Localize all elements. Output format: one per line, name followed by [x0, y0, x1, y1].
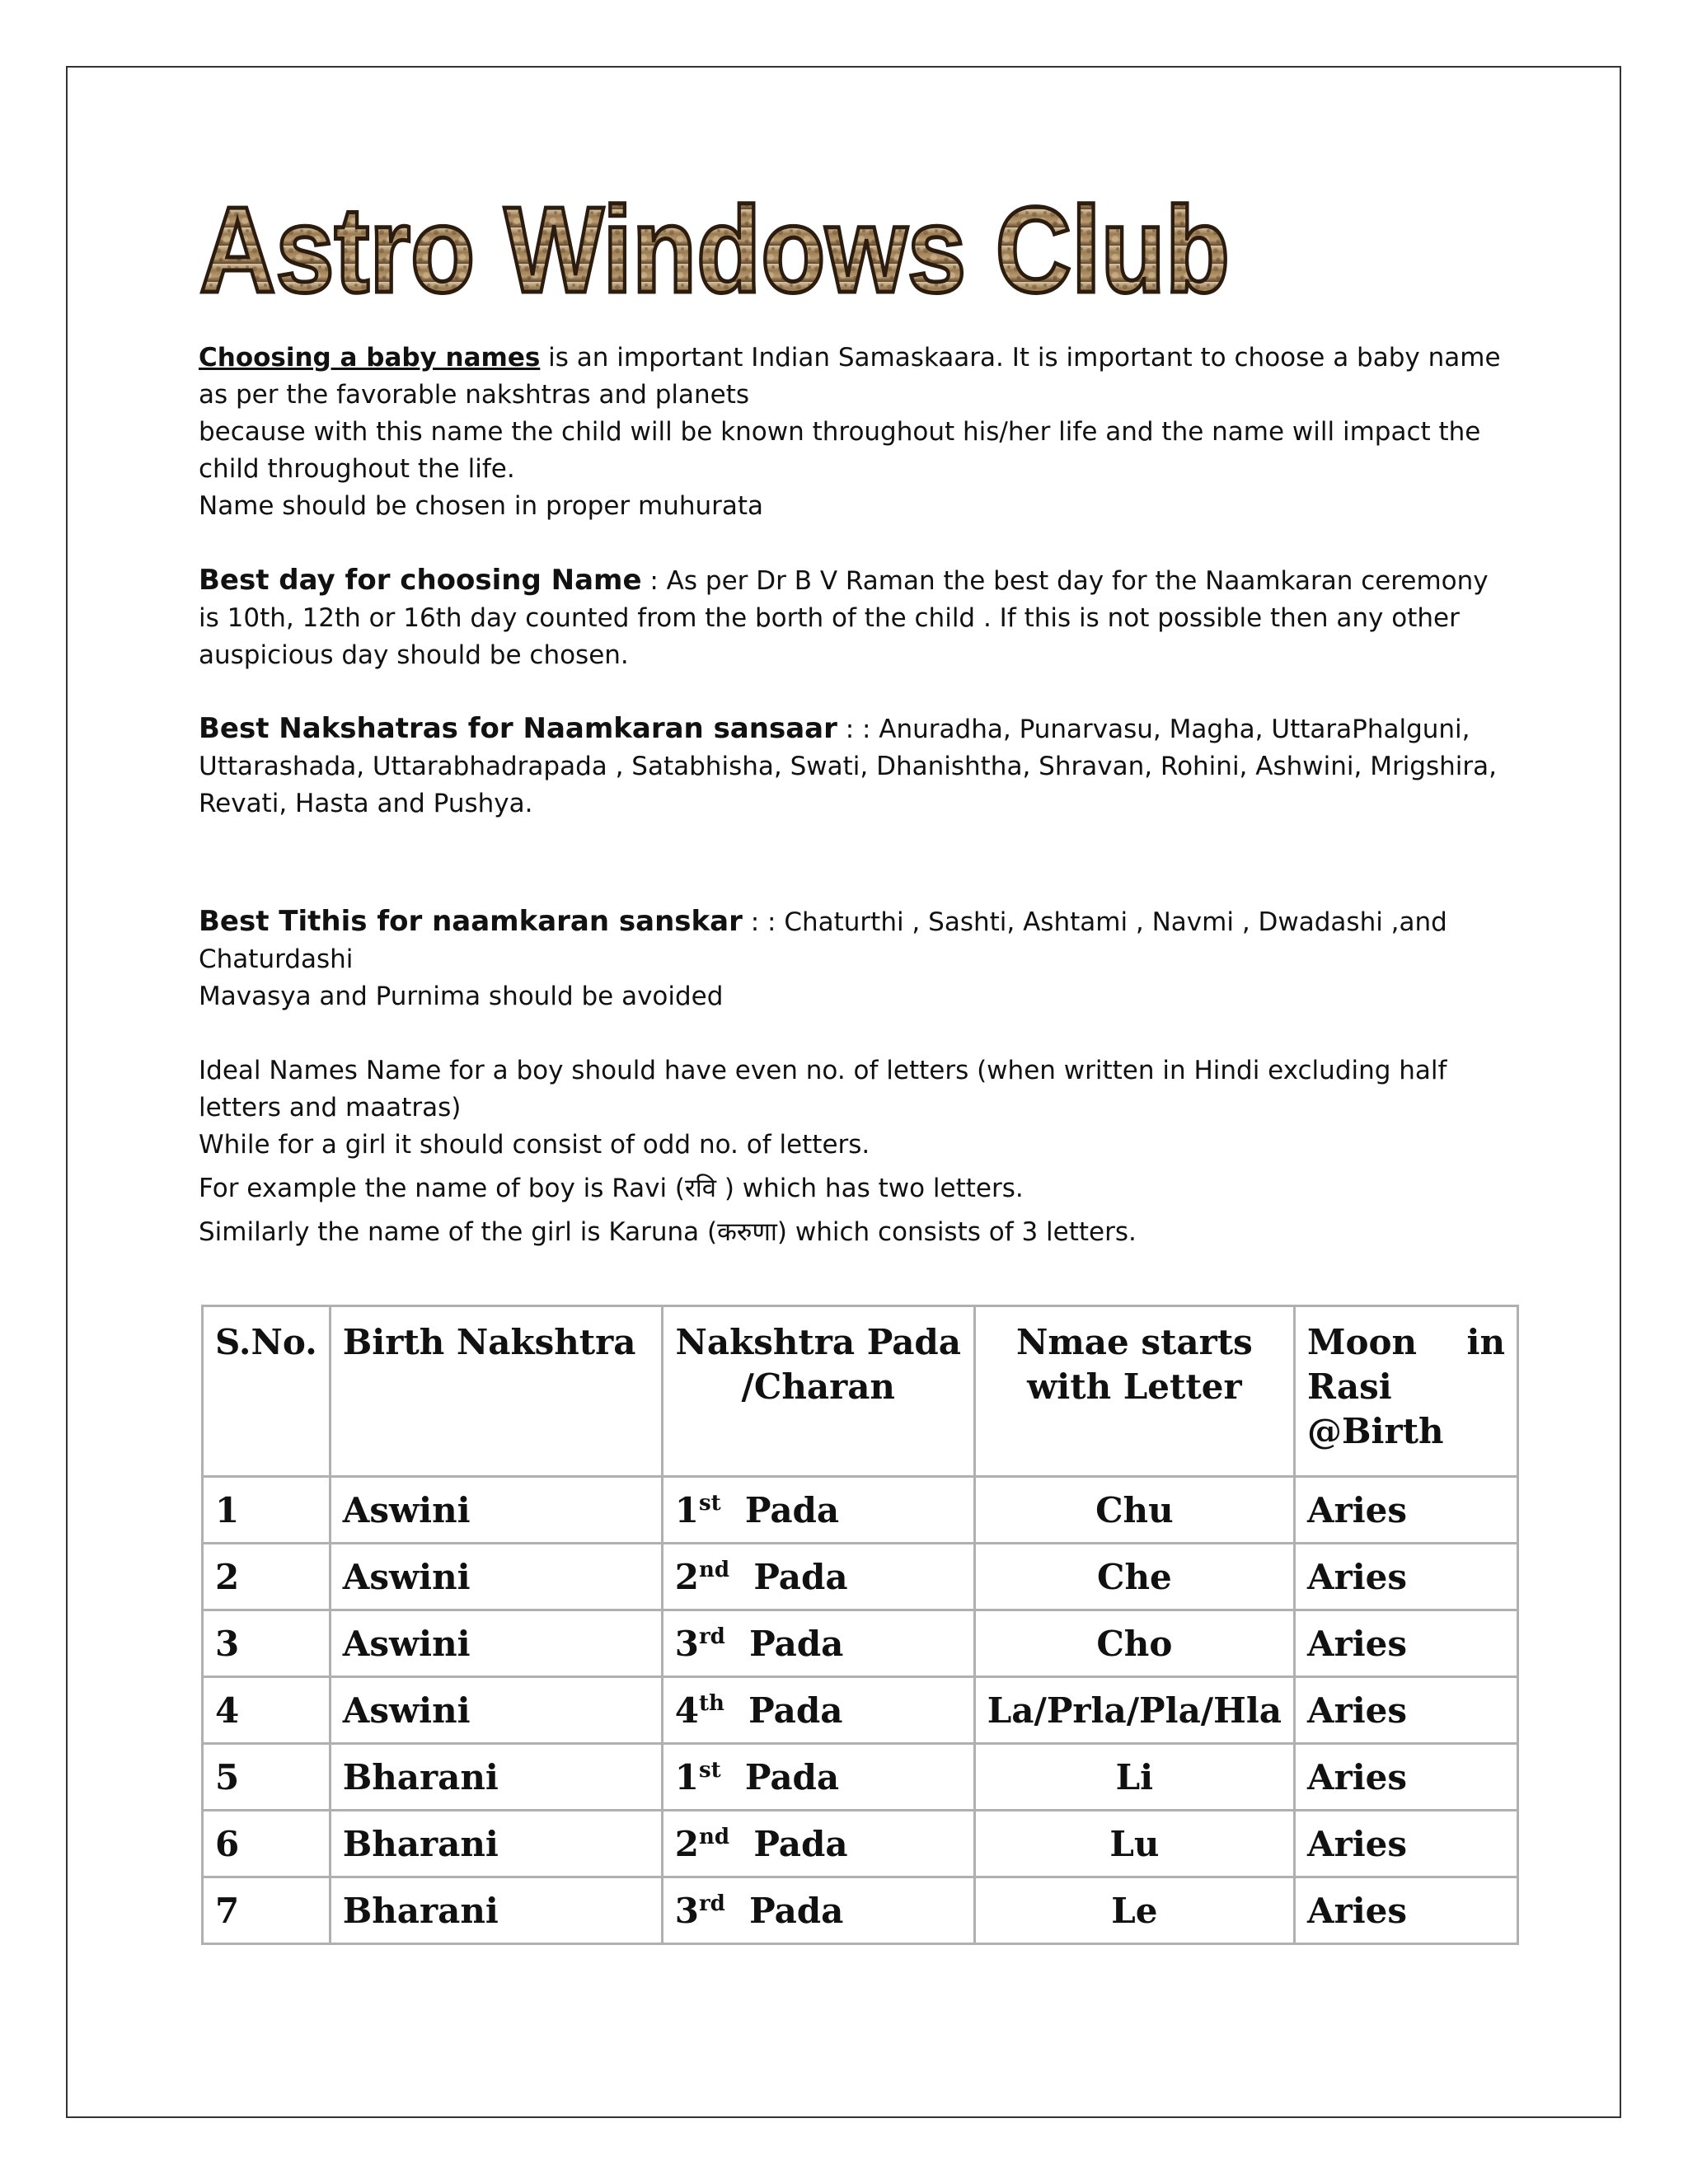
cell-sno: 5: [203, 1744, 331, 1811]
cell-nakshatra: Aswini: [330, 1610, 662, 1677]
best-nakshatras-paragraph: [199, 710, 1501, 823]
cell-sno: 1: [203, 1477, 331, 1544]
cell-nakshatra: Aswini: [330, 1544, 662, 1610]
best-day-paragraph: [199, 562, 1501, 674]
cell-nakshatra: Bharani: [330, 1811, 662, 1877]
intro-line3: Name should be chosen in proper muhurata: [199, 491, 764, 521]
pada-word: Pada: [748, 1690, 843, 1731]
header-moon-rasi: [1295, 1306, 1518, 1477]
pada-number: 1: [674, 1489, 699, 1530]
intro-paragraph: [199, 340, 1501, 525]
cell-pada: [662, 1877, 974, 1944]
best-day-heading: Best day for choosing Name: [199, 564, 642, 597]
table-row: [203, 1544, 1518, 1610]
ideal-names-line1: Ideal Names Name for a boy should have even no. of letters (when written in Hindi excluding half letters and maatras): [199, 1056, 1447, 1122]
title-wordart: [196, 182, 1235, 318]
pada-ordinal-suffix: nd: [698, 1824, 730, 1849]
pada-ordinal-suffix: nd: [698, 1557, 730, 1582]
table-row: [203, 1811, 1518, 1877]
header-letter: Nmae starts with Letter: [974, 1306, 1294, 1477]
cell-sno: 6: [203, 1811, 331, 1877]
best-tithis-line2: Mavasya and Purnima should be avoided: [199, 982, 724, 1011]
best-nakshatras-text: : : Anuradha, Punarvasu, Magha, UttaraPhalguni, Uttarashada, Uttarabhadrapada , Satabhisha, Swati, Dhanishtha, Shravan, Rohini, Ashwini, Mrigshira, Revati, Hasta and Pushya.: [199, 715, 1497, 818]
cell-nakshatra: Aswini: [330, 1677, 662, 1744]
cell-sno: 2: [203, 1544, 331, 1610]
table-row: [203, 1477, 1518, 1544]
best-tithis-heading: Best Tithis for naamkaran sanskar: [199, 905, 743, 938]
pada-word: Pada: [749, 1890, 844, 1931]
ideal-names-line4: Similarly the name of the girl is Karuna (करुणा) which consists of 3 letters.: [199, 1217, 1137, 1247]
table-header-row: [203, 1306, 1518, 1477]
cell-rasi: Aries: [1295, 1677, 1518, 1744]
cell-pada: [662, 1610, 974, 1677]
pada-number: 1: [674, 1756, 699, 1797]
cell-rasi: Aries: [1295, 1811, 1518, 1877]
pada-word: Pada: [753, 1556, 848, 1597]
title-text: Astro Windows Club: [199, 182, 1230, 318]
cell-letter: Cho: [974, 1610, 1294, 1677]
cell-pada: [662, 1477, 974, 1544]
ideal-names-paragraph: [199, 1052, 1501, 1251]
cell-letter: Lu: [974, 1811, 1294, 1877]
pada-number: 2: [674, 1823, 699, 1864]
ideal-names-line2: While for a girl it should consist of odd no. of letters.: [199, 1130, 870, 1160]
best-tithis-paragraph: [199, 903, 1501, 1015]
table-body: [203, 1477, 1518, 1944]
table-row: [203, 1877, 1518, 1944]
cell-rasi: Aries: [1295, 1610, 1518, 1677]
best-nakshatras-heading: Best Nakshatras for Naamkaran sansaar: [199, 712, 837, 745]
pada-word: Pada: [744, 1489, 840, 1530]
cell-letter: Che: [974, 1544, 1294, 1610]
header-rasi-birth: Rasi @Birth: [1307, 1366, 1444, 1451]
intro-lead: Choosing a baby names: [199, 343, 541, 373]
table-row: [203, 1677, 1518, 1744]
cell-letter: La/Prla/Pla/Hla: [974, 1677, 1294, 1744]
table-row: [203, 1744, 1518, 1811]
header-pada: Nakshtra Pada /Charan: [662, 1306, 974, 1477]
intro-line2: because with this name the child will be known throughout his/her life and the name will impact the child throughout the life.: [199, 417, 1481, 484]
table-row: [203, 1610, 1518, 1677]
pada-number: 4: [674, 1690, 699, 1731]
cell-nakshatra: Bharani: [330, 1877, 662, 1944]
header-in-word: in: [1466, 1322, 1505, 1362]
pada-ordinal-suffix: th: [698, 1690, 724, 1716]
pada-number: 3: [674, 1623, 699, 1664]
cell-rasi: Aries: [1295, 1477, 1518, 1544]
pada-ordinal-suffix: st: [698, 1757, 721, 1783]
cell-sno: 3: [203, 1610, 331, 1677]
pada-word: Pada: [749, 1623, 844, 1664]
cell-pada: [662, 1744, 974, 1811]
header-nakshatra: Birth Nakshtra: [330, 1306, 662, 1477]
best-day-text: : As per Dr B V Raman the best day for the Naamkaran ceremony is 10th, 12th or 16th day counted from the borth of the child . If this is not possible then any other auspicious day should be chosen.: [199, 566, 1489, 670]
pada-number: 3: [674, 1890, 699, 1931]
cell-pada: [662, 1677, 974, 1744]
cell-pada: [662, 1811, 974, 1877]
pada-ordinal-suffix: rd: [698, 1891, 725, 1916]
cell-nakshatra: Aswini: [330, 1477, 662, 1544]
cell-rasi: Aries: [1295, 1544, 1518, 1610]
ideal-names-line3: For example the name of boy is Ravi (रवि ) which has two letters.: [199, 1174, 1024, 1203]
cell-pada: [662, 1544, 974, 1610]
pada-ordinal-suffix: st: [698, 1490, 721, 1516]
intro-rest: is an important Indian Samaskaara. It is important to choose a baby name as per the favorable nakshtras and planets: [199, 343, 1501, 410]
cell-letter: Le: [974, 1877, 1294, 1944]
nakshatra-table: [201, 1305, 1519, 1945]
pada-word: Pada: [753, 1823, 848, 1864]
best-tithis-text: : : Chaturthi , Sashti, Ashtami , Navmi , Dwadashi ,and Chaturdashi: [199, 907, 1447, 974]
cell-sno: 7: [203, 1877, 331, 1944]
pada-word: Pada: [744, 1756, 840, 1797]
cell-nakshatra: Bharani: [330, 1744, 662, 1811]
pada-number: 2: [674, 1556, 699, 1597]
cell-sno: 4: [203, 1677, 331, 1744]
header-sno: S.No.: [203, 1306, 331, 1477]
pada-ordinal-suffix: rd: [698, 1624, 725, 1649]
cell-letter: Li: [974, 1744, 1294, 1811]
cell-rasi: Aries: [1295, 1744, 1518, 1811]
cell-letter: Chu: [974, 1477, 1294, 1544]
header-moon-word: Moon: [1307, 1322, 1418, 1362]
cell-rasi: Aries: [1295, 1877, 1518, 1944]
